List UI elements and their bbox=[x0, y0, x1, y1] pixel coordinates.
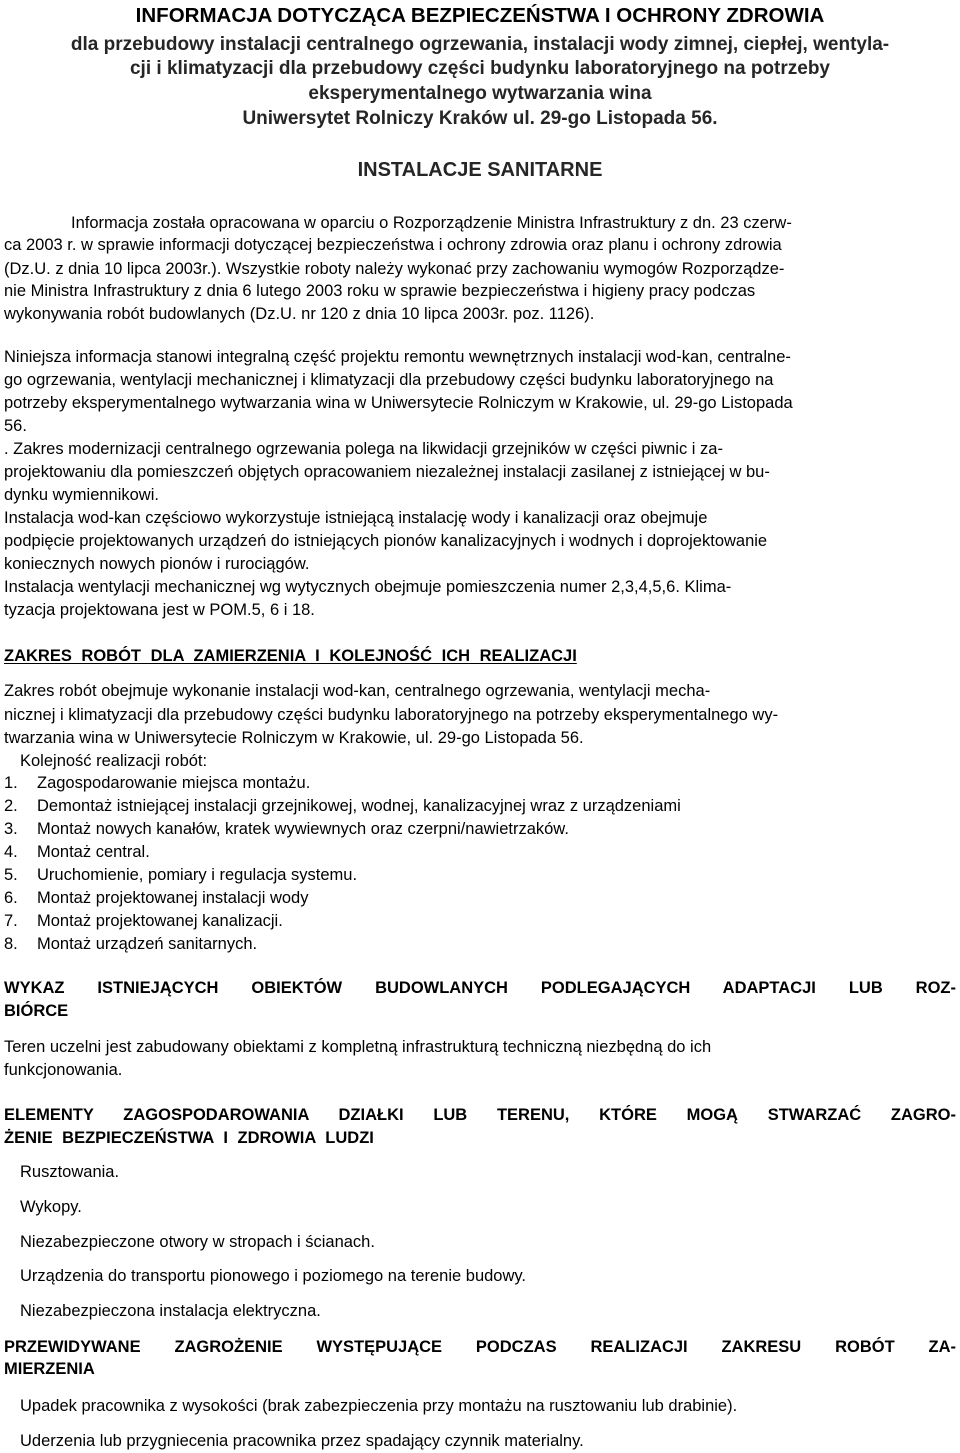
body-line: go ogrzewania, wentylacji mechanicznej i klimatyzacji dla przebudowy części budynku laboratoryjnego na bbox=[4, 371, 774, 389]
section-heading-wykaz-cont: BIÓRCE bbox=[4, 1002, 69, 1020]
section-heading-elementy: ELEMENTY ZAGOSPODAROWANIA DZIAŁKI LUB TERENU, KTÓRE MOGĄ STWARZAĆ ZAGRO- bbox=[4, 1106, 956, 1124]
section2-line: Teren uczelni jest zabudowany obiektami z kompletną infrastrukturą techniczną niezbędną do ich bbox=[4, 1038, 712, 1056]
hazard-element-item: Wykopy. bbox=[20, 1198, 82, 1216]
subtitle-line: cji i klimatyzacji dla przebudowy części budynku laboratoryjnego na potrzeby bbox=[129, 58, 830, 79]
hazard-element-item: Niezabezpieczona instalacja elektryczna. bbox=[20, 1302, 321, 1320]
section-heading-zakres: ZAKRES ROBÓT DLA ZAMIERZENIA I KOLEJNOŚĆ ICH REALIZACJI bbox=[4, 647, 577, 665]
intro-line: wykonywania robót budowlanych (Dz.U. nr 120 z dnia 10 lipca 2003r. poz. 1126). bbox=[4, 305, 595, 323]
list-item: 8. Montaż urządzeń sanitarnych. bbox=[4, 935, 258, 953]
body-line: potrzeby eksperymentalnego wytwarzania wina w Uniwersytecie Rolniczym w Krakowie, ul. 29-go Listopada bbox=[4, 394, 793, 412]
hazard-element-item: Urządzenia do transportu pionowego i poziomego na terenie budowy. bbox=[20, 1267, 527, 1285]
subtitle-line: Uniwersytet Rolniczy Kraków ul. 29-go Listopada 56. bbox=[242, 108, 718, 129]
section2-line: funkcjonowania. bbox=[4, 1061, 123, 1079]
subtitle-line: eksperymentalnego wytwarzania wina bbox=[308, 83, 652, 104]
list-item: 6. Montaż projektowanej instalacji wody bbox=[4, 889, 309, 907]
body-line: tyzacja projektowana jest w POM.5, 6 i 18. bbox=[4, 601, 315, 619]
intro-line: (Dz.U. z dnia 10 lipca 2003r.). Wszystkie roboty należy wykonać przy zachowaniu wymogów Rozporządze- bbox=[4, 260, 785, 278]
section-heading-zagrozenie: PRZEWIDYWANE ZAGROŻENIE WYSTĘPUJĄCE PODCZAS REALIZACJI ZAKRESU ROBÓT ZA- bbox=[4, 1338, 956, 1356]
section-title-instalacje: INSTALACJE SANITARNE bbox=[357, 159, 603, 181]
list-item: 5. Uruchomienie, pomiary i regulacja systemu. bbox=[4, 866, 358, 884]
body-line: dynku wymiennikowi. bbox=[4, 486, 159, 504]
body-line: . Zakres modernizacji centralnego ogrzewania polega na likwidacji grzejników w części piwnic i za- bbox=[4, 440, 723, 458]
list-item: 1. Zagospodarowanie miejsca montażu. bbox=[4, 774, 311, 792]
section-heading-zagrozenie-cont: MIERZENIA bbox=[4, 1360, 95, 1378]
list-item: 2. Demontaż istniejącej instalacji grzejnikowej, wodnej, kanalizacyjnej wraz z urządzeniami bbox=[4, 797, 681, 815]
order-label: Kolejność realizacji robót: bbox=[20, 752, 208, 770]
threat-item: Uderzenia lub przygniecenia pracownika przez spadający czynnik materialny. bbox=[20, 1432, 584, 1450]
body-line: 56. bbox=[4, 417, 27, 435]
body-line: Instalacja wod-kan częściowo wykorzystuje istniejącą instalację wody i kanalizacji oraz obejmuje bbox=[4, 509, 708, 527]
hazard-element-item: Niezabezpieczone otwory w stropach i ścianach. bbox=[20, 1233, 375, 1251]
body-line: projektowaniu dla pomieszczeń objętych opracowaniem niezależnej instalacji zasilanej z istniejącej w bu- bbox=[4, 463, 770, 481]
intro-line: ca 2003 r. w sprawie informacji dotyczącej bezpieczeństwa i ochrony zdrowia oraz planu i ochrony zdrowia bbox=[4, 236, 782, 254]
body-line: Instalacja wentylacji mechanicznej wg wytycznych obejmuje pomieszczenia numer 2,3,4,5,6. Klima- bbox=[4, 578, 732, 596]
document-title: INFORMACJA DOTYCZĄCA BEZPIECZEŃSTWA I OCHRONY ZDROWIA bbox=[135, 4, 825, 27]
section-heading-elementy-cont: ŻENIE BEZPIECZEŃSTWA I ZDROWIA LUDZI bbox=[4, 1129, 374, 1147]
list-item: 7. Montaż projektowanej kanalizacji. bbox=[4, 912, 283, 930]
threat-item: Upadek pracownika z wysokości (brak zabezpieczenia przy montażu na rusztowaniu lub drabinie). bbox=[20, 1397, 738, 1415]
list-item: 4. Montaż central. bbox=[4, 843, 150, 861]
section1-line: twarzania wina w Uniwersytecie Rolniczym w Krakowie, ul. 29-go Listopada 56. bbox=[4, 729, 584, 747]
section1-line: nicznej i klimatyzacji dla przebudowy części budynku laboratoryjnego na potrzeby eksperymentalnego wy- bbox=[4, 706, 779, 724]
list-item: 3. Montaż nowych kanałów, kratek wywiewnych oraz czerpni/nawietrzaków. bbox=[4, 820, 569, 838]
body-line: Niniejsza informacja stanowi integralną część projektu remontu wewnętrznych instalacji wod-kan, centralne- bbox=[4, 348, 791, 366]
intro-line: Informacja została opracowana w oparciu o Rozporządzenie Ministra Infrastruktury z dn. 23 czerw- bbox=[71, 214, 792, 232]
hazard-element-item: Rusztowania. bbox=[20, 1163, 120, 1181]
subtitle-line: dla przebudowy instalacji centralnego ogrzewania, instalacji wody zimnej, ciepłej, wentyla- bbox=[70, 34, 890, 55]
section-heading-wykaz: WYKAZ ISTNIEJĄCYCH OBIEKTÓW BUDOWLANYCH PODLEGAJĄCYCH ADAPTACJI LUB ROZ- bbox=[4, 979, 956, 997]
body-line: podpięcie projektowanych urządzeń do istniejących pionów kanalizacyjnych i wodnych i doprojektowanie bbox=[4, 532, 768, 550]
intro-line: nie Ministra Infrastruktury z dnia 6 lutego 2003 roku w sprawie bezpieczeństwa i higieny pracy podczas bbox=[4, 282, 756, 300]
body-line: koniecznych nowych pionów i rurociągów. bbox=[4, 555, 310, 573]
section1-line: Zakres robót obejmuje wykonanie instalacji wod-kan, centralnego ogrzewania, wentylacji mecha- bbox=[4, 682, 711, 700]
